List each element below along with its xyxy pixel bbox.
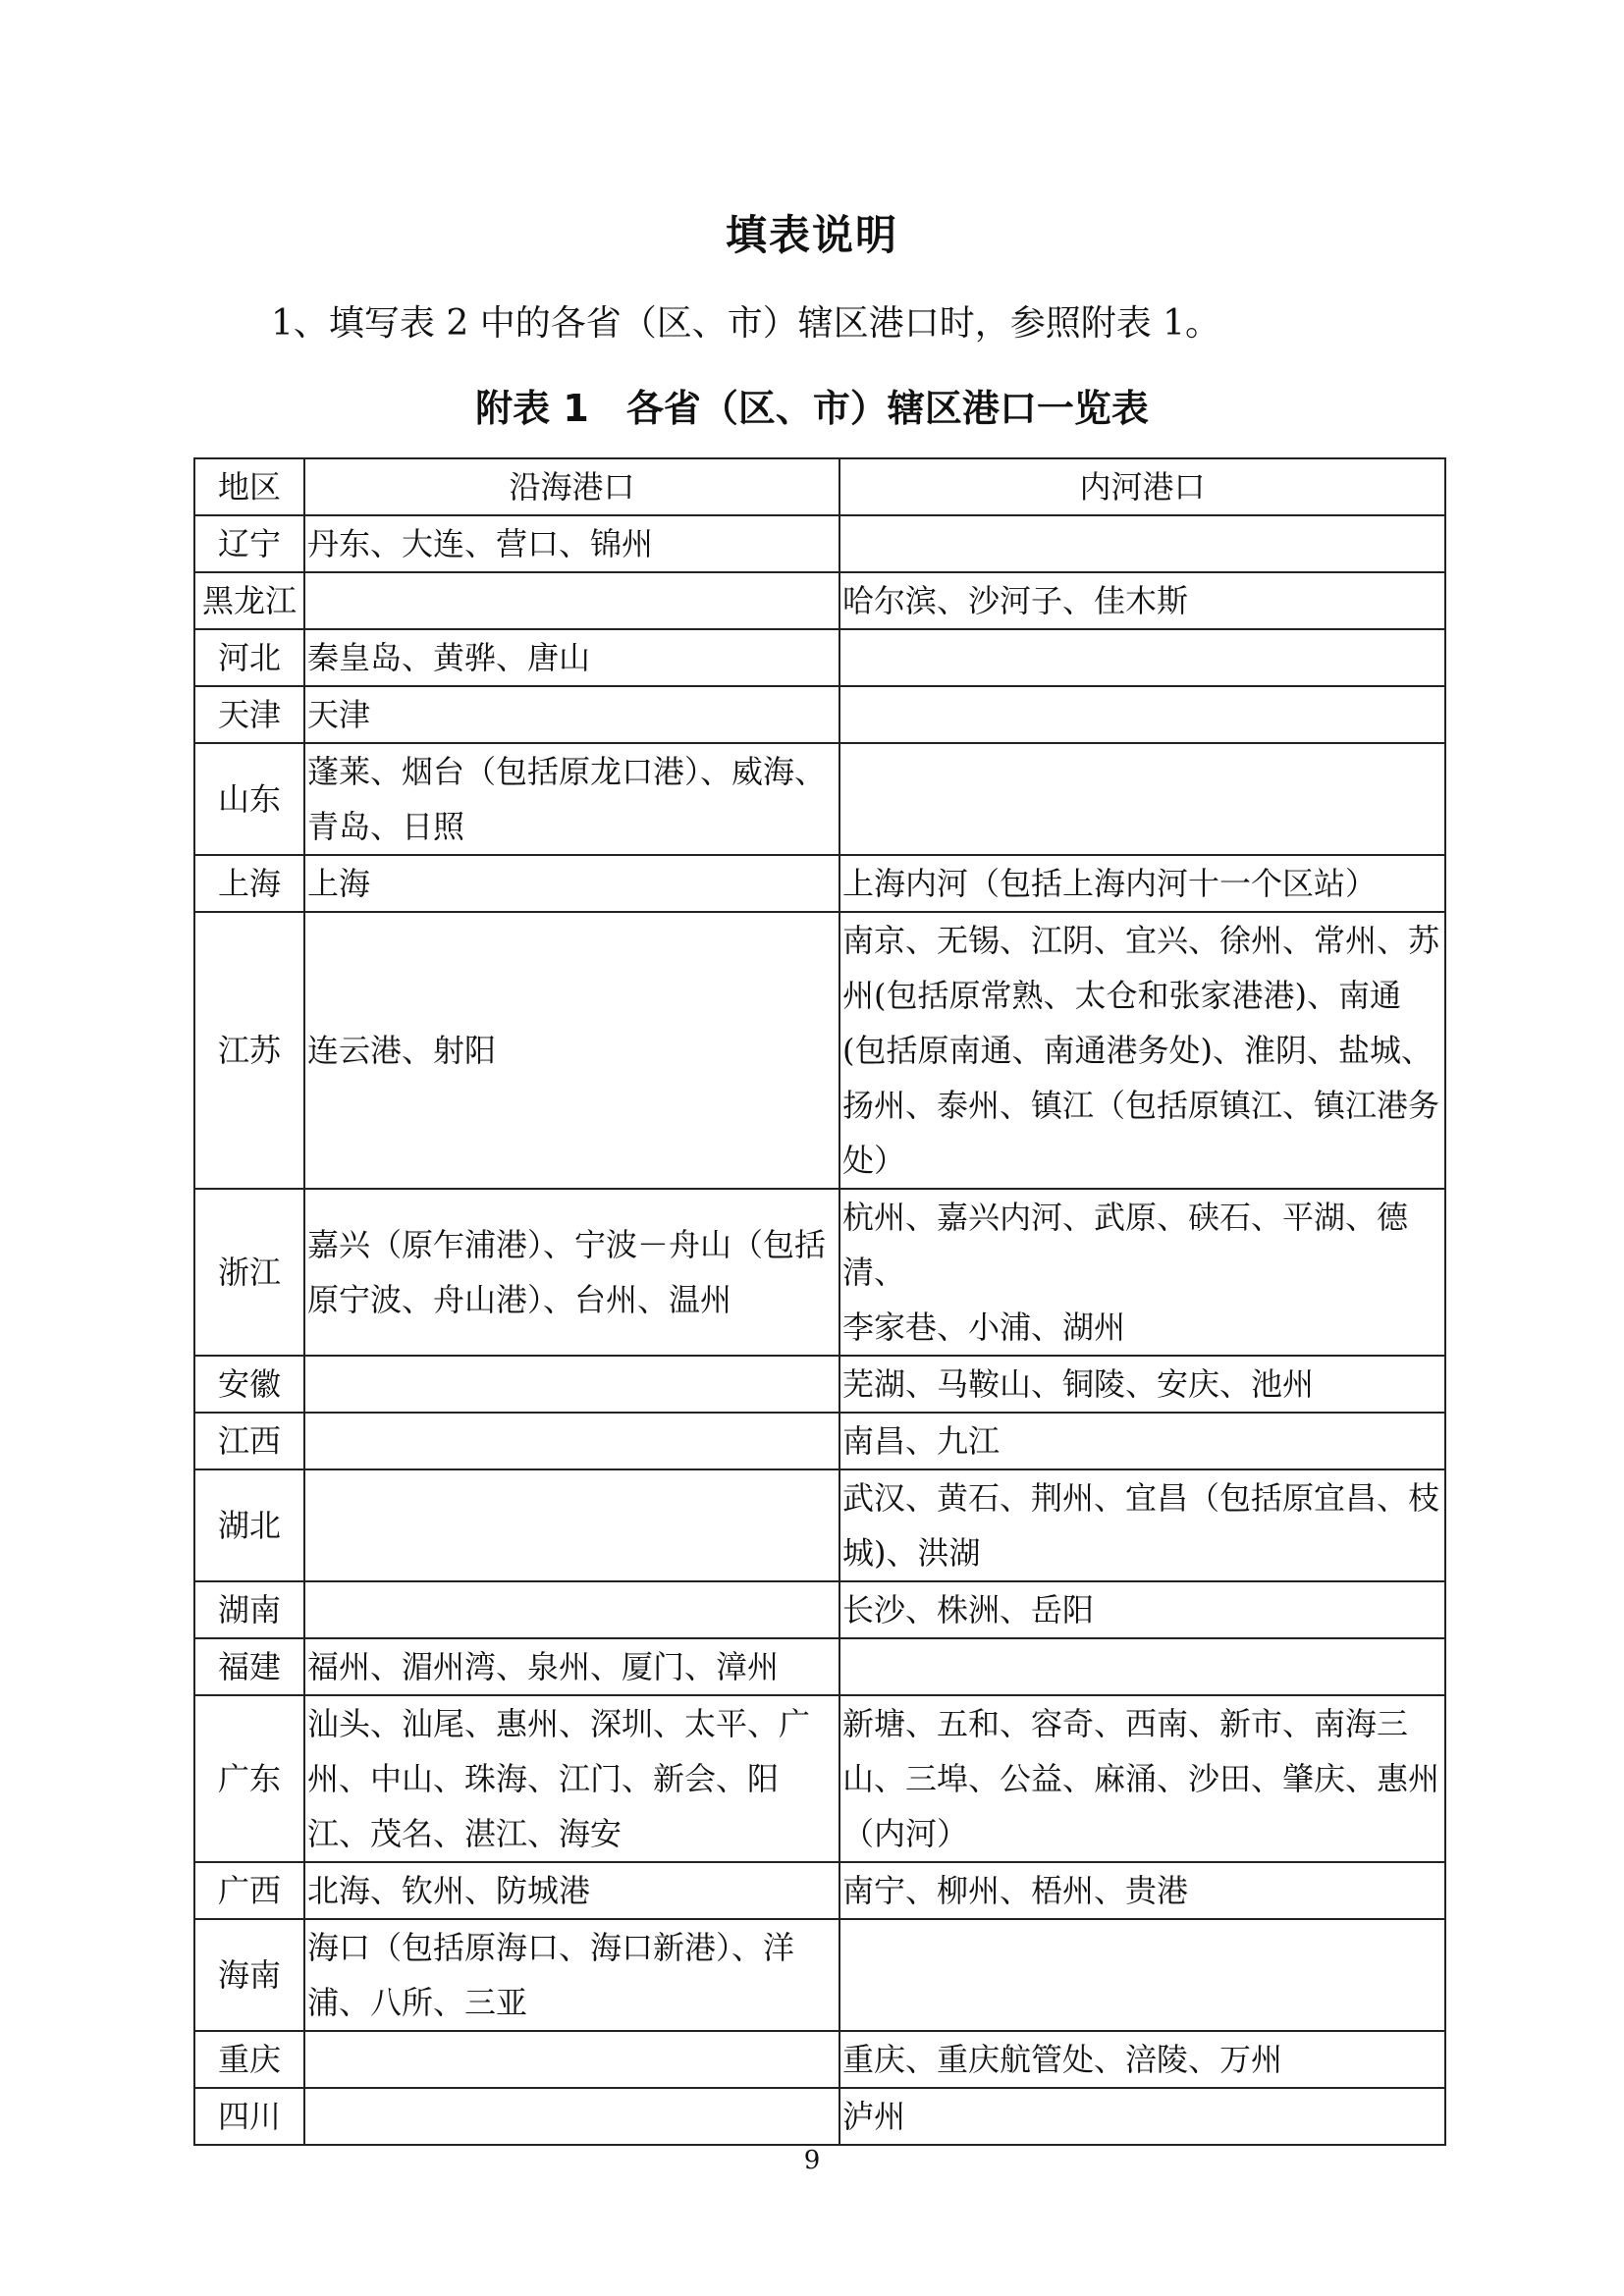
region-cell: 河北 (194, 629, 304, 686)
table-row (194, 1581, 1445, 1638)
coastal-ports-cell: 北海、钦州、防城港 (304, 1862, 839, 1919)
coastal-ports-cell (304, 2088, 839, 2145)
region-cell: 黑龙江 (194, 572, 304, 629)
table-row (194, 629, 1445, 686)
region-cell: 江西 (194, 1413, 304, 1469)
table-row (194, 855, 1445, 912)
table-row (194, 1862, 1445, 1919)
region-cell: 安徽 (194, 1356, 304, 1413)
region-cell: 天津 (194, 686, 304, 743)
region-cell: 江苏 (194, 912, 304, 1189)
table-row (194, 2088, 1445, 2145)
inland-ports-cell (839, 686, 1445, 743)
inland-ports-cell: 新塘、五和、容奇、西南、新市、南海三山、三埠、公益、麻涌、沙田、肇庆、惠州（内河） (839, 1695, 1445, 1862)
page-number: 9 (803, 2146, 821, 2175)
table-body (194, 515, 1445, 2145)
coastal-ports-cell: 嘉兴（原乍浦港）、宁波－舟山（包括原宁波、舟山港）、台州、温州 (304, 1189, 839, 1356)
table-row (194, 1638, 1445, 1695)
coastal-ports-cell: 福州、湄州湾、泉州、厦门、漳州 (304, 1638, 839, 1695)
region-cell: 浙江 (194, 1189, 304, 1356)
table-row (194, 2031, 1445, 2088)
inland-ports-cell (839, 629, 1445, 686)
header-coastal-ports: 沿海港口 (304, 458, 839, 515)
inland-ports-cell (839, 515, 1445, 572)
inland-ports-cell (839, 1919, 1445, 2031)
coastal-ports-cell: 连云港、射阳 (304, 912, 839, 1189)
region-cell: 福建 (194, 1638, 304, 1695)
table-row (194, 1189, 1445, 1356)
table-row (194, 1919, 1445, 2031)
table-row (194, 1413, 1445, 1469)
inland-ports-cell: 上海内河（包括上海内河十一个区站） (839, 855, 1445, 912)
table-row (194, 1469, 1445, 1581)
region-cell: 重庆 (194, 2031, 304, 2088)
inland-ports-cell: 武汉、黄石、荆州、宜昌（包括原宜昌、枝城)、洪湖 (839, 1469, 1445, 1581)
table-row (194, 686, 1445, 743)
coastal-ports-cell (304, 2031, 839, 2088)
coastal-ports-cell (304, 1581, 839, 1638)
region-cell: 广东 (194, 1695, 304, 1862)
coastal-ports-cell: 海口（包括原海口、海口新港）、洋浦、八所、三亚 (304, 1919, 839, 2031)
inland-ports-cell: 泸州 (839, 2088, 1445, 2145)
table-caption: 附表 1 各省（区、市）辖区港口一览表 (475, 387, 1149, 430)
region-cell: 山东 (194, 743, 304, 855)
coastal-ports-cell: 秦皇岛、黄骅、唐山 (304, 629, 839, 686)
inland-ports-cell: 哈尔滨、沙河子、佳木斯 (839, 572, 1445, 629)
inland-ports-cell: 南京、无锡、江阴、宜兴、徐州、常州、苏州(包括原常熟、太仓和张家港港)、南通(包括原南通、南通港务处)、淮阴、盐城、扬州、泰州、镇江（包括原镇江、镇江港务处） (839, 912, 1445, 1189)
table-row (194, 515, 1445, 572)
coastal-ports-cell: 天津 (304, 686, 839, 743)
region-cell: 广西 (194, 1862, 304, 1919)
table-row (194, 743, 1445, 855)
coastal-ports-cell: 丹东、大连、营口、锦州 (304, 515, 839, 572)
region-cell: 四川 (194, 2088, 304, 2145)
table-row (194, 572, 1445, 629)
coastal-ports-cell (304, 1469, 839, 1581)
region-cell: 辽宁 (194, 515, 304, 572)
inland-ports-cell: 重庆、重庆航管处、涪陵、万州 (839, 2031, 1445, 2088)
coastal-ports-cell: 蓬莱、烟台（包括原龙口港）、威海、青岛、日照 (304, 743, 839, 855)
region-cell: 上海 (194, 855, 304, 912)
page-title: 填表说明 (725, 211, 898, 259)
inland-ports-cell: 杭州、嘉兴内河、武原、硖石、平湖、德清、 李家巷、小浦、湖州 (839, 1189, 1445, 1356)
coastal-ports-cell (304, 572, 839, 629)
table-row (194, 912, 1445, 1189)
coastal-ports-cell (304, 1413, 839, 1469)
inland-ports-cell (839, 1638, 1445, 1695)
inland-ports-cell: 芜湖、马鞍山、铜陵、安庆、池州 (839, 1356, 1445, 1413)
region-cell: 湖北 (194, 1469, 304, 1581)
instruction-text: 1、填写表 2 中的各省（区、市）辖区港口时，参照附表 1。 (271, 303, 1221, 344)
coastal-ports-cell: 上海 (304, 855, 839, 912)
coastal-ports-cell (304, 1356, 839, 1413)
region-cell: 湖南 (194, 1581, 304, 1638)
coastal-ports-cell: 汕头、汕尾、惠州、深圳、太平、广州、中山、珠海、江门、新会、阳江、茂名、湛江、海安 (304, 1695, 839, 1862)
inland-ports-cell: 南昌、九江 (839, 1413, 1445, 1469)
header-inland-ports: 内河港口 (839, 458, 1445, 515)
region-cell: 海南 (194, 1919, 304, 2031)
table-header-row (194, 458, 1445, 515)
port-table (193, 457, 1446, 2146)
table-row (194, 1695, 1445, 1862)
inland-ports-cell: 长沙、株洲、岳阳 (839, 1581, 1445, 1638)
inland-ports-cell: 南宁、柳州、梧州、贵港 (839, 1862, 1445, 1919)
inland-ports-cell (839, 743, 1445, 855)
header-region: 地区 (194, 458, 304, 515)
table-row (194, 1356, 1445, 1413)
